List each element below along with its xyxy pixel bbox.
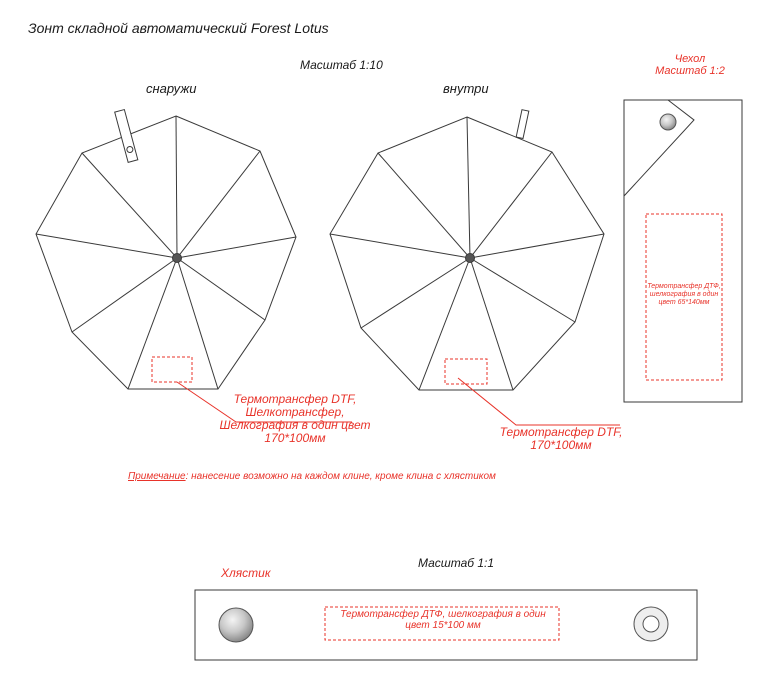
umbrella-rib	[470, 234, 604, 258]
umbrella-outline	[36, 116, 296, 389]
scale-label-strap: Масштаб 1:1	[418, 556, 495, 570]
umbrella-hub	[173, 254, 182, 263]
umbrella-rib	[176, 116, 177, 258]
umbrella-rib	[177, 258, 265, 320]
umbrella-rib	[36, 234, 177, 258]
outside-print-caption: Термотрансфер DTF, Шелкотрансфер, Шелкография в один цвет 170*100мм	[219, 392, 371, 445]
umbrella-rib	[470, 258, 513, 390]
umbrella-rib	[72, 258, 177, 332]
strap-tab	[516, 110, 529, 139]
cover-print-caption: Термотрансфер ДТФ, шелкография в один цвет 65*140мм	[647, 283, 721, 306]
umbrella-rib	[378, 153, 470, 258]
outside-view-label: снаружи	[146, 81, 197, 96]
note-text: : нанесение возможно на каждом клине, кроме клина с хлястиком	[185, 471, 496, 482]
inside-print-caption: Термотрансфер DTF, 170*100мм	[499, 425, 623, 452]
umbrella-rib	[467, 117, 470, 258]
umbrella-rib	[361, 258, 470, 328]
umbrella-outside	[36, 110, 352, 422]
umbrella-hub	[466, 254, 475, 263]
cover	[624, 100, 742, 402]
umbrella-rib	[330, 234, 470, 258]
print-area-outside	[152, 357, 192, 382]
caption-leader-inside	[458, 378, 620, 425]
umbrella-rib	[177, 237, 296, 258]
cover-title: Чехол	[674, 53, 706, 65]
cover-snap	[660, 114, 676, 130]
print-area-cover	[646, 214, 722, 380]
cover-outline	[624, 100, 742, 402]
strap	[195, 590, 697, 660]
umbrella-outline	[330, 117, 604, 390]
caption-leader-outside	[177, 382, 352, 422]
strap-print-caption: Термотрансфер ДТФ, шелкография в один цвет 15*100 мм	[340, 609, 546, 631]
umbrella-rib	[82, 153, 177, 258]
cover-flap	[624, 100, 694, 196]
inside-view-label: внутри	[443, 81, 489, 96]
cover-scale-label: Масштаб 1:2	[655, 65, 725, 77]
strap-snap-socket-inner	[643, 616, 659, 632]
note-label: Примечание	[128, 471, 186, 482]
print-area-strap	[325, 607, 559, 640]
umbrella-inside	[330, 110, 620, 425]
scale-label-main: Масштаб 1:10	[300, 58, 383, 72]
umbrella-rib	[177, 258, 218, 389]
strap-snap-stud	[219, 608, 253, 642]
strap-tab	[115, 110, 138, 163]
diagram-title: Зонт складной автоматический Forest Lotus	[28, 20, 329, 36]
umbrella-rib	[177, 151, 260, 258]
umbrella-rib	[470, 152, 552, 258]
print-area-inside	[445, 359, 487, 384]
umbrella-rib	[470, 258, 575, 322]
strap-title: Хлястик	[221, 566, 271, 580]
strap-outline	[195, 590, 697, 660]
